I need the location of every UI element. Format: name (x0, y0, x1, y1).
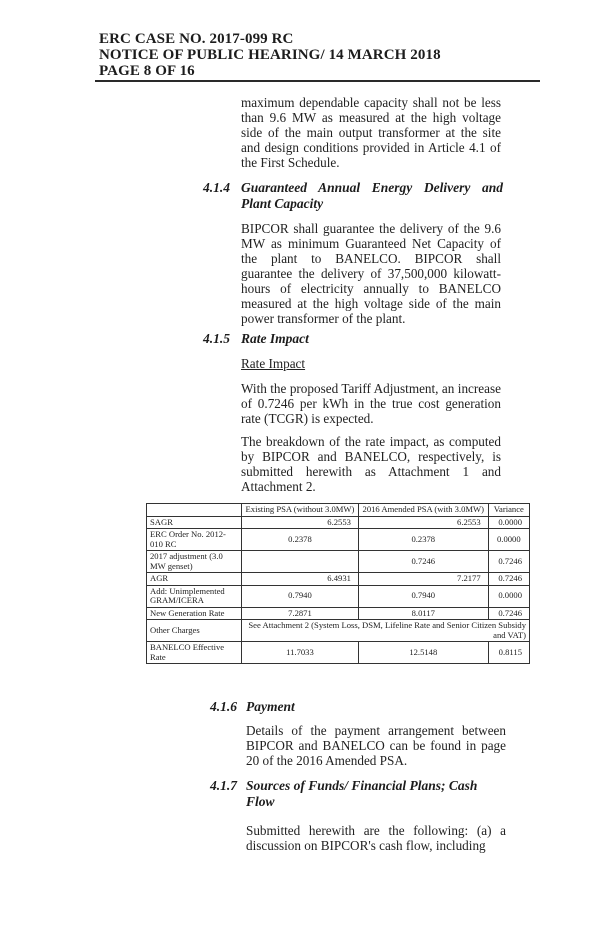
table-header-amended: 2016 Amended PSA (with 3.0MW) (358, 504, 488, 517)
cell-variance: 0.7246 (488, 573, 529, 586)
table-row (147, 551, 530, 573)
row-label: BANELCO Effective Rate (147, 642, 242, 664)
section-number-4-1-7: 4.1.7 (210, 778, 237, 793)
cell-amended: 8.0117 (358, 607, 488, 620)
table-row (147, 573, 530, 586)
notice-title: NOTICE OF PUBLIC HEARING/ 14 MARCH 2018 (99, 47, 441, 63)
rate-impact-body-1: With the proposed Tariff Adjustment, an increase of 0.7246 per kWh in the true cost generation rate (TCGR) is expected. (241, 381, 501, 426)
section-number-4-1-4: 4.1.4 (203, 180, 230, 195)
table-row-other-charges (147, 620, 530, 642)
table-row (147, 607, 530, 620)
cell-amended: 7.2177 (358, 573, 488, 586)
section-body-4-1-7: Submitted herewith are the following: (a) a discussion on BIPCOR's cash flow, including (246, 823, 506, 853)
section-title-4-1-5: Rate Impact (241, 331, 309, 346)
cell-existing: 0.2378 (242, 529, 359, 551)
other-charges-note: See Attachment 2 (System Loss, DSM, Lifeline Rate and Senior Citizen Subsidy and VAT) (242, 620, 530, 642)
rate-impact-table (146, 503, 530, 664)
case-number: ERC CASE NO. 2017-099 RC (99, 31, 294, 47)
cell-existing: 6.4931 (242, 573, 359, 586)
cell-amended: 12.5148 (358, 642, 488, 664)
cell-existing: 6.2553 (242, 516, 359, 529)
header-divider (95, 80, 540, 82)
row-label: New Generation Rate (147, 607, 242, 620)
cell-variance: 0.7246 (488, 551, 529, 573)
section-title-4-1-6: Payment (246, 699, 295, 714)
section-body-4-1-4: BIPCOR shall guarantee the delivery of the 9.6 MW as minimum Guaranteed Net Capacity of the plant to BANELCO. BIPCOR shall guarantee the delivery of 37,500,000 kilowatt-hours of electricity annually to BANELCO measured at the high voltage side of the main power transformer of the plant. (241, 221, 501, 326)
cell-existing: 11.7033 (242, 642, 359, 664)
intro-paragraph: maximum dependable capacity shall not be less than 9.6 MW as measured at the high voltage side of the main output transformer at the site and design conditions provided in Article 4.1 of the First Schedule. (241, 95, 501, 170)
cell-existing (242, 551, 359, 573)
cell-existing: 0.7940 (242, 585, 359, 607)
cell-amended: 0.7940 (358, 585, 488, 607)
row-label: Other Charges (147, 620, 242, 642)
cell-variance: 0.0000 (488, 529, 529, 551)
cell-variance: 0.8115 (488, 642, 529, 664)
table-row-effective-rate (147, 642, 530, 664)
row-label: SAGR (147, 516, 242, 529)
section-title-4-1-7: Sources of Funds/ Financial Plans; Cash Flow (246, 778, 478, 809)
table-row (147, 585, 530, 607)
cell-amended: 0.2378 (358, 529, 488, 551)
row-label: AGR (147, 573, 242, 586)
section-title-4-1-4: Guaranteed Annual Energy Delivery and Plant Capacity (241, 180, 503, 211)
cell-variance: 0.0000 (488, 585, 529, 607)
cell-existing: 7.2871 (242, 607, 359, 620)
table-header-existing: Existing PSA (without 3.0MW) (242, 504, 359, 517)
cell-amended: 6.2553 (358, 516, 488, 529)
table-row (147, 516, 530, 529)
section-body-4-1-6: Details of the payment arrangement between BIPCOR and BANELCO can be found in page 20 of the 2016 Amended PSA. (246, 723, 506, 768)
table-header-blank (147, 504, 242, 517)
page-header (99, 31, 539, 79)
row-label: ERC Order No. 2012-010 RC (147, 529, 242, 551)
table-header-variance: Variance (488, 504, 529, 517)
section-number-4-1-6: 4.1.6 (210, 699, 237, 714)
table-header-row (147, 504, 530, 517)
section-number-4-1-5: 4.1.5 (203, 331, 230, 346)
row-label: 2017 adjustment (3.0 MW genset) (147, 551, 242, 573)
row-label: Add: Unimplemented GRAM/ICERA (147, 585, 242, 607)
table-row (147, 529, 530, 551)
cell-variance: 0.0000 (488, 516, 529, 529)
page-number: PAGE 8 OF 16 (99, 63, 195, 79)
cell-variance: 0.7246 (488, 607, 529, 620)
rate-impact-body-2: The breakdown of the rate impact, as computed by BIPCOR and BANELCO, respectively, is submitted herewith as Attachment 1 and Attachment 2. (241, 434, 501, 494)
rate-impact-subheading: Rate Impact (241, 356, 306, 371)
cell-amended: 0.7246 (358, 551, 488, 573)
